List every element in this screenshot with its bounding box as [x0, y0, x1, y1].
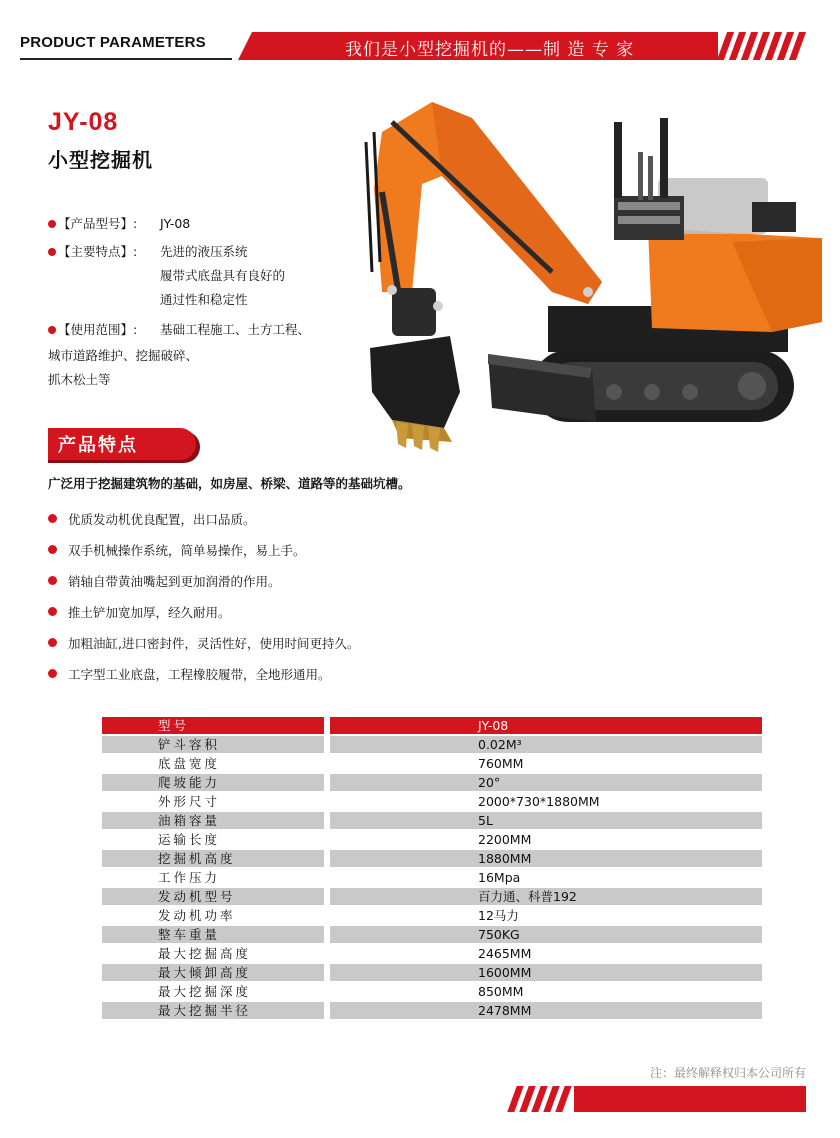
spec-label: 【产品型号】:: [58, 216, 138, 231]
table-row: [102, 888, 762, 905]
bullet-dot: [48, 326, 56, 334]
spec-value: 通过性和稳定性: [160, 292, 248, 307]
product-name: 小型挖掘机: [48, 148, 153, 172]
bullet-dot: [48, 545, 57, 554]
table-row: [102, 907, 762, 924]
table-cell-value: 0.02M³: [330, 736, 762, 753]
table-header-value: JY-08: [330, 717, 762, 734]
table-cell-label: 最大挖掘半径: [102, 1002, 324, 1019]
table-row: [102, 869, 762, 886]
bullet-dot: [48, 607, 57, 616]
bullet-dot: [48, 576, 57, 585]
table-cell-label: 挖掘机高度: [102, 850, 324, 867]
spec-value: 城市道路维护、挖掘破碎、: [48, 348, 199, 363]
bullet-dot: [48, 638, 57, 647]
table-cell-value: 850MM: [330, 983, 762, 1000]
table-cell-value: 百力通、科普192: [330, 888, 762, 905]
table-row: [102, 964, 762, 981]
table-cell-value: 760MM: [330, 755, 762, 772]
table-cell-value: 16Mpa: [330, 869, 762, 886]
table-row: [102, 945, 762, 962]
spec-value: 先进的液压系统: [160, 244, 248, 259]
table-row: [102, 831, 762, 848]
table-row: [102, 793, 762, 810]
header-stripes: [722, 32, 812, 60]
product-model-title: JY-08: [48, 108, 119, 136]
table-cell-label: 最大倾卸高度: [102, 964, 324, 981]
excavator-image: [352, 92, 826, 464]
feature-text: 工字型工业底盘，工程橡胶履带，全地形通用。: [68, 667, 331, 682]
table-cell-label: 工作压力: [102, 869, 324, 886]
features-badge-text: 产品特点: [58, 435, 138, 456]
features-intro: 广泛用于挖掘建筑物的基础，如房屋、桥梁、道路等的基础坑槽。: [48, 476, 411, 491]
table-cell-label: 发动机功率: [102, 907, 324, 924]
feature-text: 销轴自带黄油嘴起到更加润滑的作用。: [68, 574, 281, 589]
spec-label: 【使用范围】:: [58, 322, 138, 337]
table-cell-label: 底盘宽度: [102, 755, 324, 772]
footer-stripes: [512, 1086, 574, 1112]
table-cell-label: 爬坡能力: [102, 774, 324, 791]
table-row: [102, 850, 762, 867]
table-cell-label: 铲斗容积: [102, 736, 324, 753]
footer-band: [574, 1086, 806, 1112]
bullet-dot: [48, 220, 56, 228]
spec-label: 【主要特点】:: [58, 244, 138, 259]
table-cell-value: 2000*730*1880MM: [330, 793, 762, 810]
table-header-row: [102, 717, 762, 734]
spec-value: 抓木松土等: [48, 372, 111, 387]
table-cell-value: 2478MM: [330, 1002, 762, 1019]
table-row: [102, 926, 762, 943]
table-cell-value: 750KG: [330, 926, 762, 943]
table-cell-value: 12马力: [330, 907, 762, 924]
table-cell-label: 外形尺寸: [102, 793, 324, 810]
feature-text: 加粗油缸,进口密封件，灵活性好，使用时间更持久。: [68, 636, 360, 651]
table-cell-value: 2200MM: [330, 831, 762, 848]
bullet-dot: [48, 514, 57, 523]
feature-text: 推土铲加宽加厚，经久耐用。: [68, 605, 231, 620]
table-row: [102, 983, 762, 1000]
slogan-text: 我们是小型挖掘机的——制 造 专 家: [345, 40, 635, 60]
table-cell-value: 1600MM: [330, 964, 762, 981]
disclaimer-note: 注：最终解释权归本公司所有: [649, 1066, 806, 1080]
bullet-dot: [48, 669, 57, 678]
bullet-dot: [48, 248, 56, 256]
table-row: [102, 1002, 762, 1019]
feature-text: 优质发动机优良配置，出口品质。: [68, 512, 256, 527]
table-cell-value: 5L: [330, 812, 762, 829]
feature-text: 双手机械操作系统，简单易操作，易上手。: [68, 543, 306, 558]
table-row: [102, 774, 762, 791]
title-underline: [20, 58, 232, 60]
table-header-label: 型号: [102, 717, 324, 734]
table-cell-value: 20°: [330, 774, 762, 791]
section-title-en: PRODUCT PARAMETERS: [20, 34, 206, 51]
table-cell-label: 最大挖掘深度: [102, 983, 324, 1000]
spec-value: 基础工程施工、土方工程、: [160, 322, 311, 337]
table-cell-label: 整车重量: [102, 926, 324, 943]
spec-value: JY-08: [160, 216, 191, 231]
table-cell-label: 油箱容量: [102, 812, 324, 829]
table-cell-label: 最大挖掘高度: [102, 945, 324, 962]
table-cell-value: 2465MM: [330, 945, 762, 962]
table-row: [102, 812, 762, 829]
spec-value: 履带式底盘具有良好的: [160, 268, 286, 283]
table-cell-label: 发动机型号: [102, 888, 324, 905]
table-row: [102, 736, 762, 753]
table-cell-value: 1880MM: [330, 850, 762, 867]
table-cell-label: 运输长度: [102, 831, 324, 848]
table-row: [102, 755, 762, 772]
